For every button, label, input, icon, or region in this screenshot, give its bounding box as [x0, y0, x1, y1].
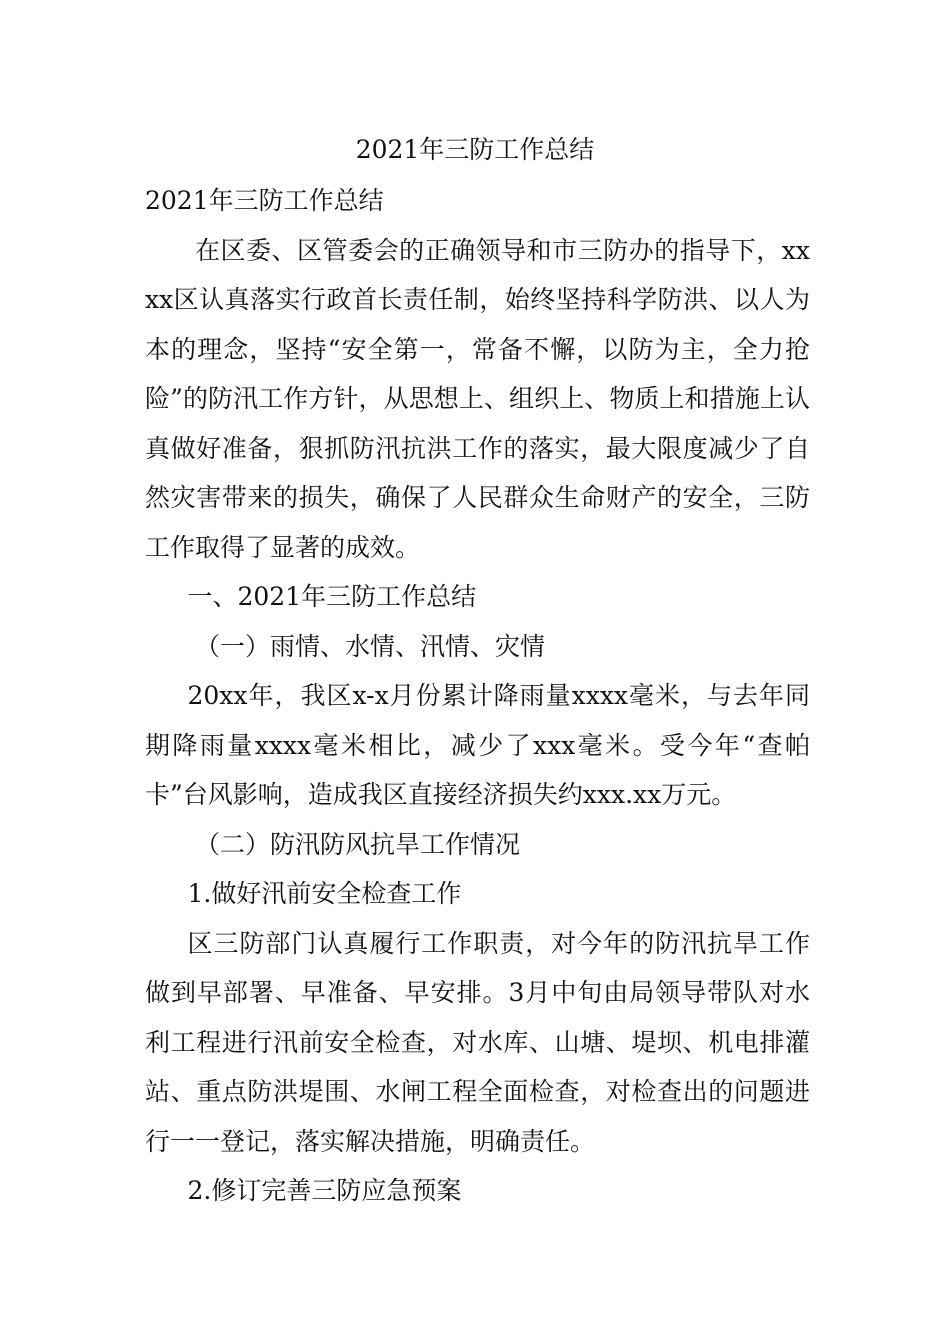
paragraph-rainfall: 20xx年，我区x-x月份累计降雨量xxxx毫米，与去年同期降雨量xxxx毫米相比，减少了xxx毫米。受今年“查帕卡”台风影响，造成我区直接经济损失约xxx.xx万元。 [145, 681, 810, 809]
document-title: 2021年三防工作总结 [355, 135, 595, 164]
document-subtitle: 2021年三防工作总结 [145, 186, 384, 215]
paragraph-intro: 在区委、区管委会的正确领导和市三防办的指导下，xxxx区认真落实行政首长责任制，始终坚持科学防洪、以人为本的理念，坚持“安全第一，常备不懈，以防为主，全力抢险”的防汛工作方针，从思想上、组织上、物质上和措施上认真做好准备，狠抓防汛抗洪工作的落实，最大限度减少了自然灾害带来的损失，确保了人民群众生命财产的安全，三防工作取得了显著的成效。 [145, 235, 810, 562]
paragraph-inspection: 区三防部门认真履行工作职责，对今年的防汛抗旱工作做到早部署、早准备、早安排。3月中旬由局领导带队对水利工程进行汛前安全检查，对水库、山塘、堤坝、机电排灌站、重点防洪堤围、水闸工程全面检查，对检查出的问题进行一一登记，落实解决措施，明确责任。 [145, 928, 810, 1156]
section-heading-1: 一、2021年三防工作总结 [187, 582, 477, 611]
subsection-heading-2: （二）防汛防风抗旱工作情况 [195, 829, 521, 859]
item-heading-1: 1.做好汛前安全检查工作 [187, 879, 462, 908]
item-heading-2: 2.修订完善三防应急预案 [187, 1176, 462, 1205]
document-body [145, 176, 810, 1216]
subsection-heading-1: （一）雨情、水情、汛情、灾情 [195, 631, 546, 661]
